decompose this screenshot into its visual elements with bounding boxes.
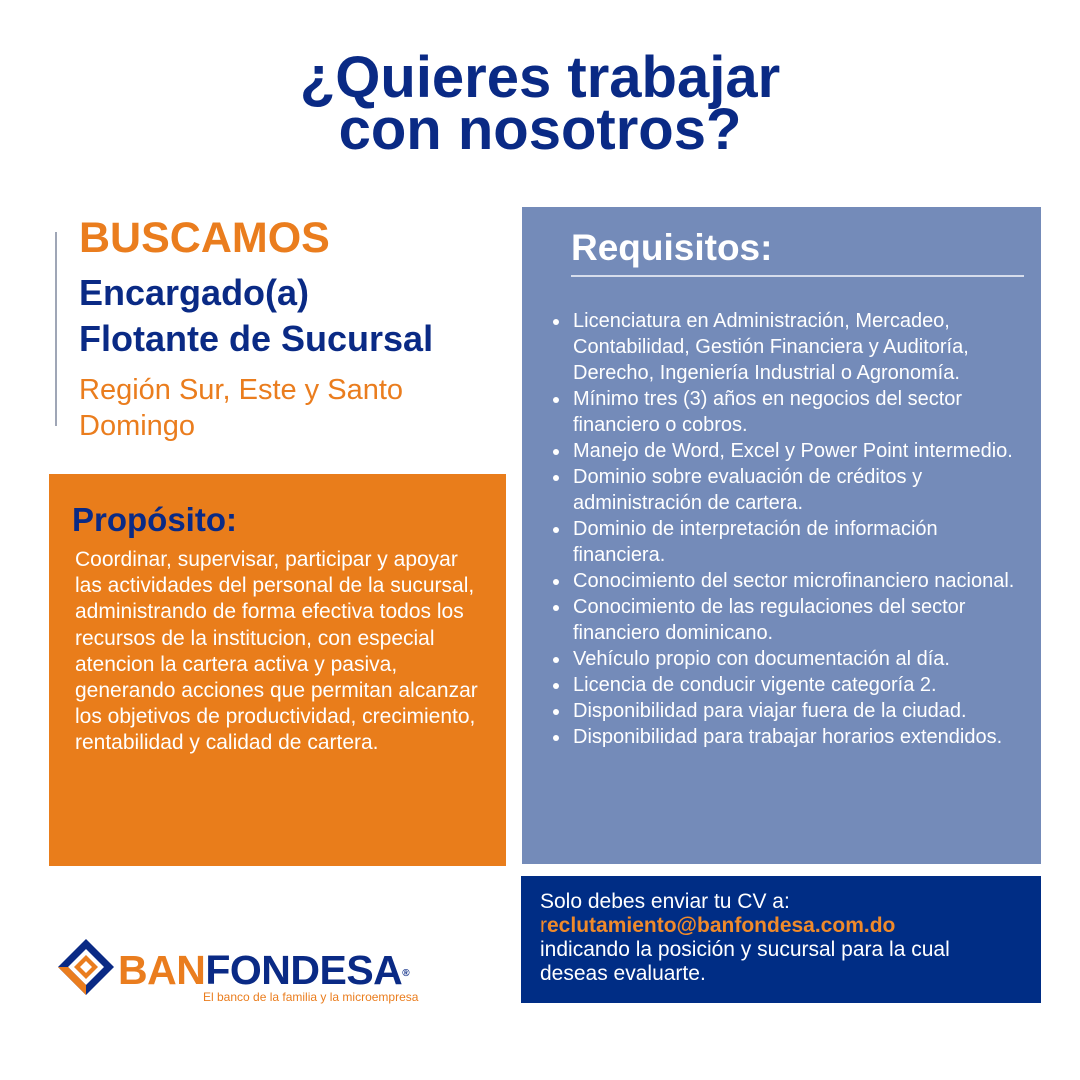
requisito-item: Mínimo tres (3) años en negocios del sector financiero o cobros. bbox=[548, 386, 1028, 438]
requisitos-divider bbox=[571, 275, 1024, 277]
requisito-item: Licencia de conducir vigente categoría 2. bbox=[548, 672, 1028, 698]
position-title-line-1: Encargado(a) bbox=[79, 272, 310, 313]
logo-tagline: El banco de la familia y la microempresa bbox=[203, 990, 419, 1004]
requisito-item: Manejo de Word, Excel y Power Point intermedio. bbox=[548, 438, 1028, 464]
requisito-item: Conocimiento del sector microfinanciero nacional. bbox=[548, 568, 1028, 594]
region-text: Región Sur, Este y Santo Domingo bbox=[79, 374, 404, 442]
headline-line-1: ¿Quieres trabajar bbox=[299, 45, 781, 110]
contact-email-first-letter: r bbox=[540, 914, 547, 937]
logo-registered-mark: ® bbox=[402, 968, 410, 979]
logo-fondesa: FONDESA bbox=[205, 947, 403, 993]
requisito-item: Vehículo propio con documentación al día. bbox=[548, 646, 1028, 672]
contact-email[interactable] bbox=[540, 914, 1010, 938]
banfondesa-wordmark bbox=[118, 948, 409, 992]
headline bbox=[0, 45, 1080, 162]
logo-ban: BAN bbox=[118, 947, 206, 993]
position-title bbox=[79, 270, 433, 362]
requisitos-list bbox=[548, 308, 1028, 750]
requisito-item: Dominio sobre evaluación de créditos y administración de cartera. bbox=[548, 464, 1028, 516]
proposito-text: Coordinar, supervisar, participar y apoyar las actividades del personal de la sucursal, administrando de forma efectiva todos los recursos de la institucion, con especial atencion la cartera activa y pasiva, generando acciones que permitan alcanzar los objetivos de productividad, crecimiento, rentabilidad y calidad de cartera. bbox=[75, 548, 478, 755]
requisito-item: Disponibilidad para trabajar horarios extendidos. bbox=[548, 724, 1028, 750]
requisito-item: Licenciatura en Administración, Mercadeo, Contabilidad, Gestión Financiera y Auditoría, Derecho, Ingeniería Industrial o Agronomía. bbox=[548, 308, 1028, 386]
requisito-item: Disponibilidad para viajar fuera de la ciudad. bbox=[548, 698, 1028, 724]
contact-text bbox=[540, 890, 1010, 986]
contact-outro: indicando la posición y sucursal para la cual deseas evaluarte. bbox=[540, 938, 950, 985]
banfondesa-diamond-logo-icon bbox=[56, 937, 116, 997]
requisito-item: Dominio de interpretación de información financiera. bbox=[548, 516, 1028, 568]
requisito-item: Conocimiento de las regulaciones del sector financiero dominicano. bbox=[548, 594, 1028, 646]
buscamos-label: BUSCAMOS bbox=[79, 214, 330, 262]
contact-email-rest: eclutamiento@banfondesa.com.do bbox=[547, 914, 896, 937]
contact-intro: Solo debes enviar tu CV a: bbox=[540, 890, 790, 913]
proposito-title: Propósito: bbox=[72, 501, 237, 538]
position-title-line-2: Flotante de Sucursal bbox=[79, 318, 434, 359]
intro-divider bbox=[55, 232, 57, 426]
headline-line-2: con nosotros? bbox=[338, 97, 742, 162]
requisitos-title: Requisitos: bbox=[571, 227, 773, 268]
